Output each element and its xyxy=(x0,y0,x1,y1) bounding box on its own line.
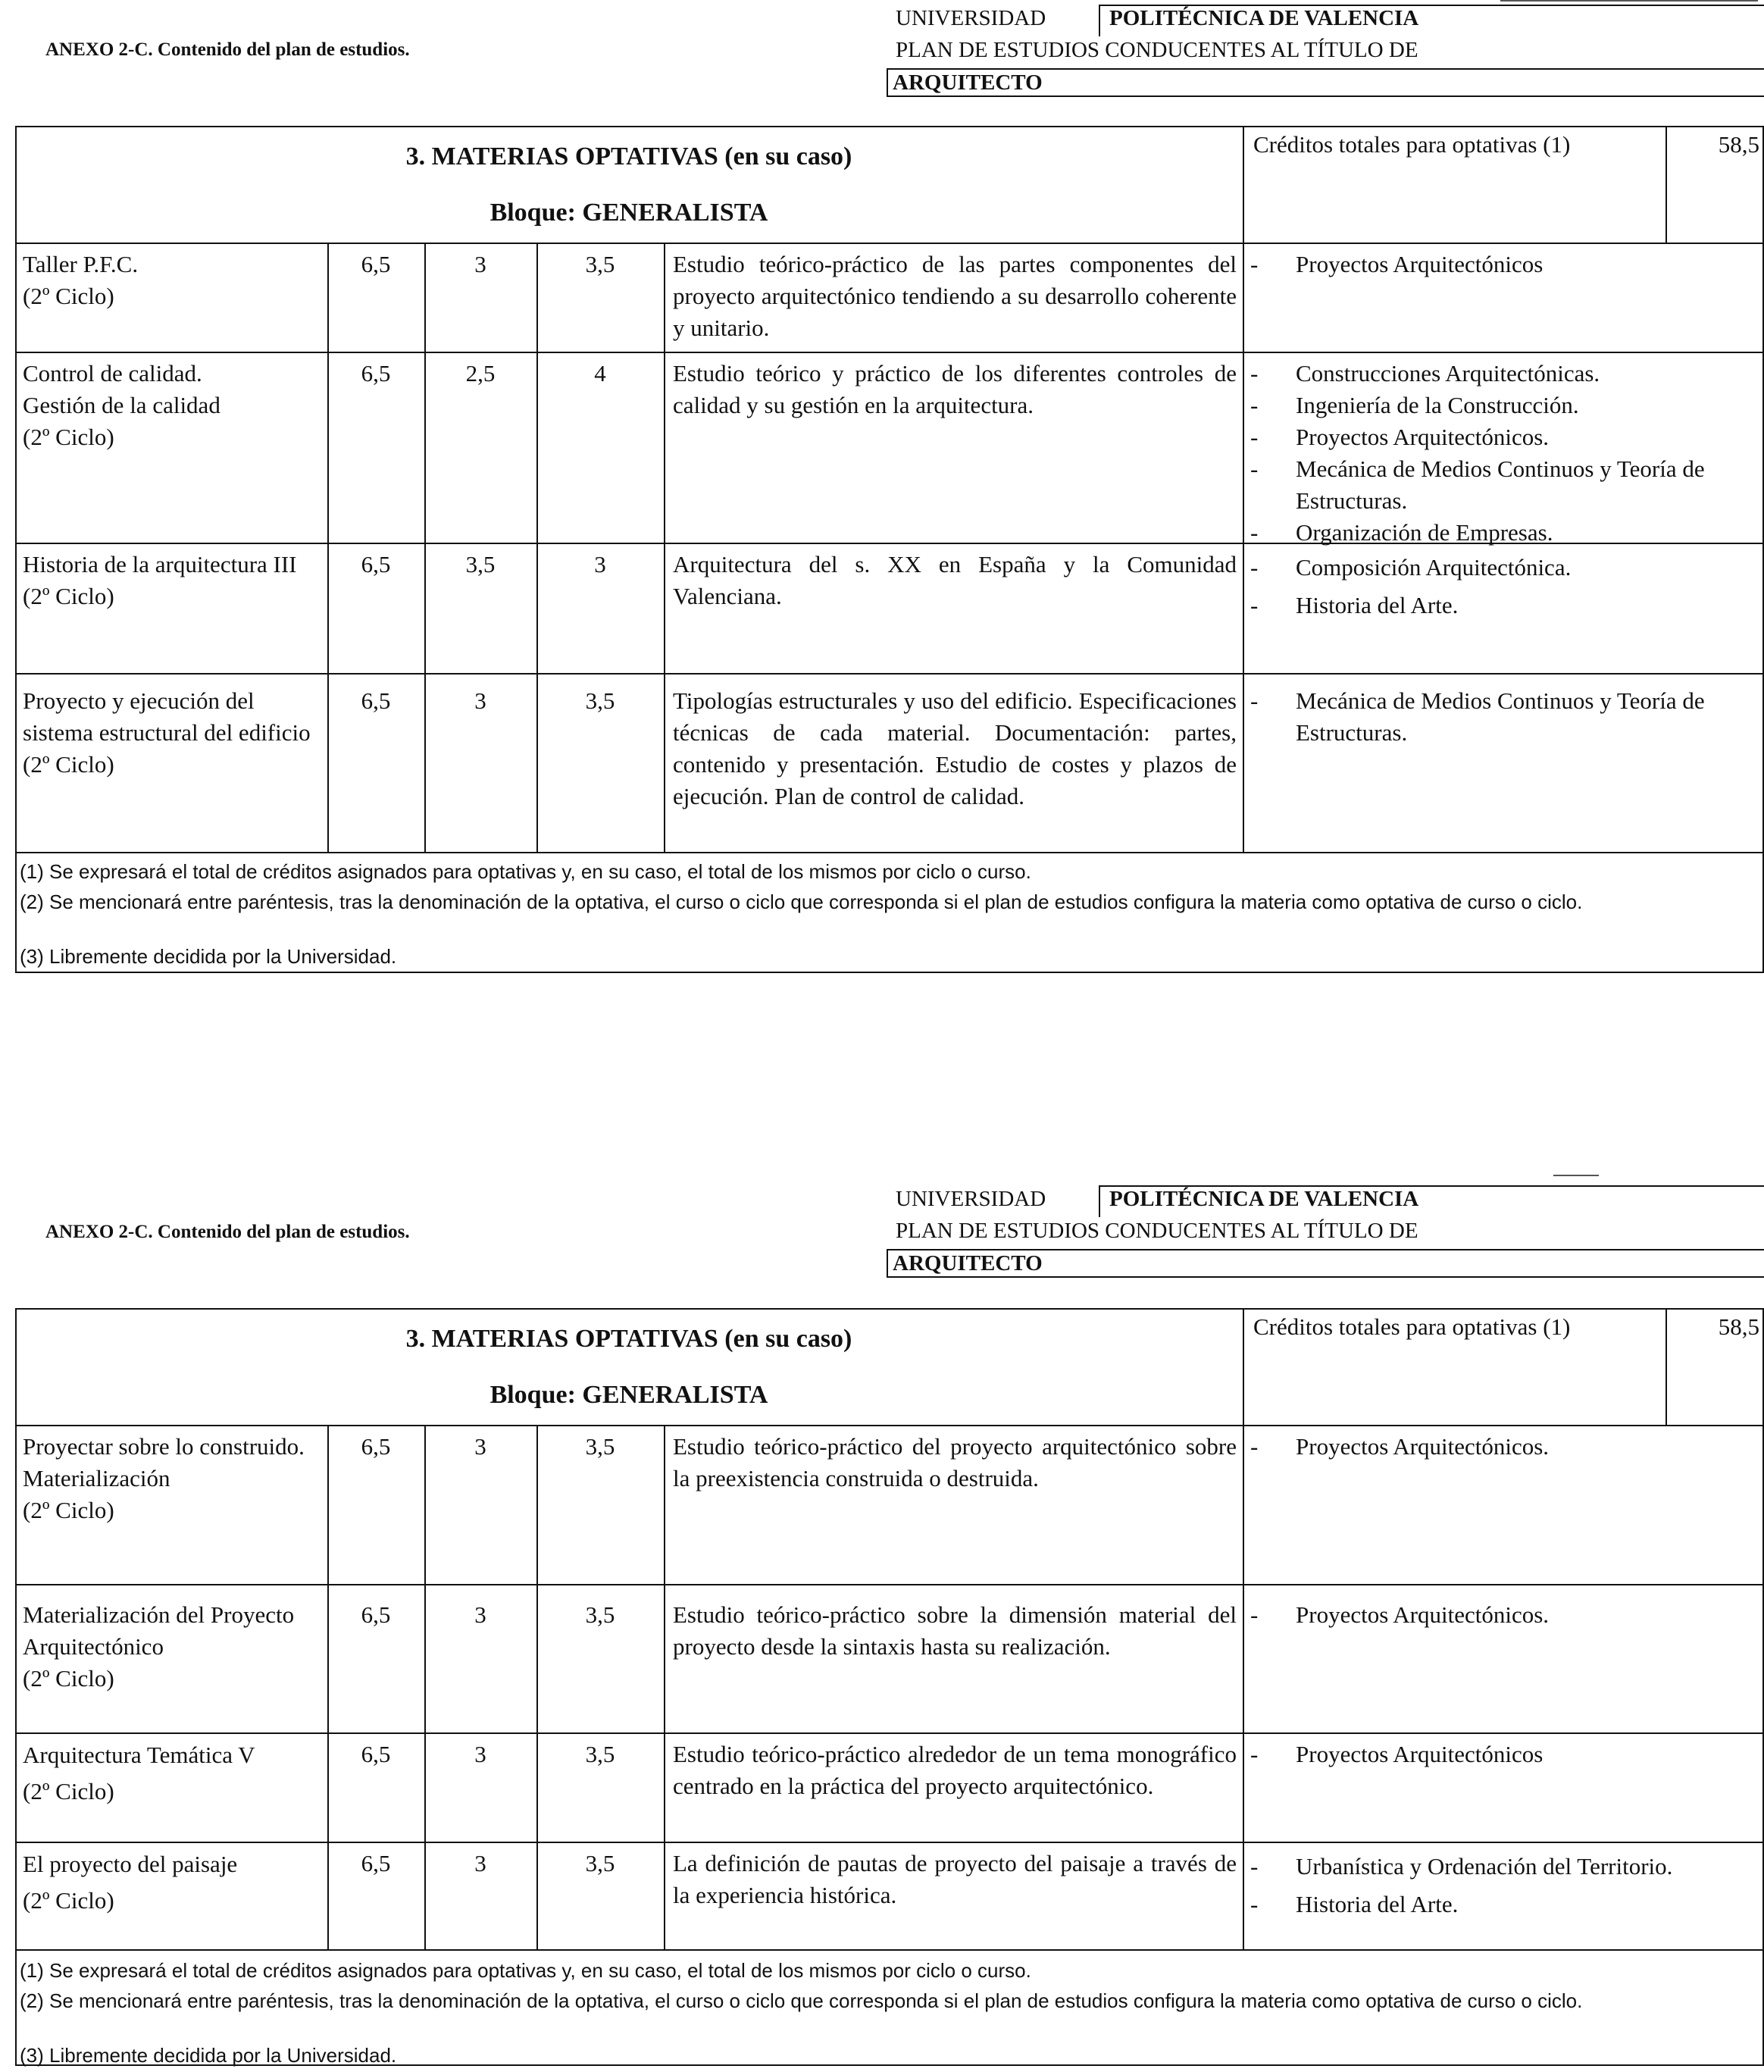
notes-top-line xyxy=(15,852,1764,853)
subject-name: Historia de la arquitectura III (2º Ciclo) xyxy=(23,551,297,609)
area-item: - Composición Arquitectónica. xyxy=(1250,554,1572,581)
subject-name: Taller P.F.C. (2º Ciclo) xyxy=(23,251,139,309)
subject-description: Estudio teórico y práctico de los diferentes controles de calidad y su gestión en la arquitectura. xyxy=(673,360,1237,418)
knowledge-areas xyxy=(1250,1599,1758,1631)
area-item: - Proyectos Arquitectónicos. xyxy=(1250,424,1550,450)
bloque-heading: Bloque: GENERALISTA xyxy=(489,1381,768,1409)
page-2 xyxy=(0,1175,1764,2072)
credits-theory: 3 xyxy=(474,1433,486,1460)
area-item: - Mecánica de Medios Continuos y Teoría de Estructuras. xyxy=(1250,687,1705,746)
credits-practice: 3,5 xyxy=(585,1601,615,1628)
area-item: - Historia del Arte. xyxy=(1250,1891,1459,1917)
credits-theory: 3 xyxy=(474,1850,486,1876)
area-item: - Mecánica de Medios Continuos y Teoría de Estructuras. xyxy=(1250,455,1705,514)
knowledge-areas xyxy=(1250,549,1758,624)
subject-description: Estudio teórico-práctico de las partes componentes del proyecto arquitectónico tendiendo a su desarrollo coherente y unitario. xyxy=(673,251,1237,341)
row-line xyxy=(15,673,1764,674)
col-line xyxy=(536,243,538,852)
annex-title: ANEXO 2-C. Contenido del plan de estudios. xyxy=(45,39,410,60)
credits-total: 6,5 xyxy=(361,551,391,577)
credits-theory: 3,5 xyxy=(465,551,496,577)
col-line xyxy=(664,243,665,852)
page-1 xyxy=(0,0,1764,985)
knowledge-areas xyxy=(1250,1431,1758,1463)
page-edge-mark xyxy=(1500,0,1758,2)
credits-theory: 3 xyxy=(474,1601,486,1628)
knowledge-areas xyxy=(1250,1848,1758,1923)
subject-name: Proyectar sobre lo construido. Materialización (2º Ciclo) xyxy=(23,1433,305,1523)
header-bottom-line xyxy=(15,1425,1764,1426)
credits-theory: 2,5 xyxy=(465,360,496,387)
header-bottom-line xyxy=(15,243,1764,244)
notes-top-line xyxy=(15,1949,1764,1951)
credits-total: 6,5 xyxy=(361,1433,391,1460)
credits-total: 6,5 xyxy=(361,1601,391,1628)
credits-practice: 3,5 xyxy=(585,687,615,714)
materias-heading: 3. MATERIAS OPTATIVAS (en su caso) xyxy=(405,1325,852,1353)
credits-total: 6,5 xyxy=(361,1741,391,1767)
row-line xyxy=(15,1584,1764,1585)
subject-name: El proyecto del paisaje (2º Ciclo) xyxy=(23,1851,238,1914)
plan-label: PLAN DE ESTUDIOS CONDUCENTES AL TÍTULO DE xyxy=(896,1219,1418,1243)
universidad-label: UNIVERSIDAD xyxy=(896,1187,1046,1211)
col-line xyxy=(1243,126,1244,852)
col-line xyxy=(327,243,329,852)
titulo-value: ARQUITECTO xyxy=(887,68,1764,97)
credits-practice: 3,5 xyxy=(585,1741,615,1767)
footnote-3: (3) Libremente decidida por la Universidad. xyxy=(20,2044,397,2067)
creditos-label: Créditos totales para optativas (1) xyxy=(1253,1313,1571,1340)
subject-description: Estudio teórico-práctico sobre la dimensión material del proyecto desde la sintaxis hasta su realización. xyxy=(673,1601,1237,1660)
creditos-value: 58,5 xyxy=(1718,1313,1759,1340)
area-item: - Proyectos Arquitectónicos xyxy=(1250,1741,1544,1767)
subject-name: Materialización del Proyecto Arquitectónico (2º Ciclo) xyxy=(23,1601,295,1692)
col-line xyxy=(1243,1308,1244,1949)
knowledge-areas xyxy=(1250,249,1758,280)
area-item: - Historia del Arte. xyxy=(1250,592,1459,618)
subject-name: Arquitectura Temática V (2º Ciclo) xyxy=(23,1742,255,1804)
footnote-1: (1) Se expresará el total de créditos asignados para optativas y, en su caso, el total de los mismos por ciclo o curso. xyxy=(20,1959,1031,1982)
footnote-3: (3) Libremente decidida por la Universidad. xyxy=(20,945,397,968)
credits-total: 6,5 xyxy=(361,1850,391,1876)
credits-total: 6,5 xyxy=(361,360,391,387)
materias-heading: 3. MATERIAS OPTATIVAS (en su caso) xyxy=(405,142,852,171)
subject-description: Estudio teórico-práctico alrededor de un tema monográfico centrado en la práctica del proyecto arquitectónico. xyxy=(673,1741,1237,1799)
titulo-value: ARQUITECTO xyxy=(887,1249,1764,1278)
area-item: - Proyectos Arquitectónicos xyxy=(1250,251,1544,277)
col-line xyxy=(424,243,426,852)
footnote-1: (1) Se expresará el total de créditos asignados para optativas y, en su caso, el total de los mismos por ciclo o curso. xyxy=(20,860,1031,883)
knowledge-areas xyxy=(1250,685,1758,749)
credits-theory: 3 xyxy=(474,251,486,277)
credits-practice: 3,5 xyxy=(585,1433,615,1460)
page-edge-mark xyxy=(1553,1175,1599,1176)
credits-theory: 3 xyxy=(474,687,486,714)
universidad-value: POLITÉCNICA DE VALENCIA xyxy=(1099,5,1764,36)
bloque-heading: Bloque: GENERALISTA xyxy=(489,199,768,227)
area-item: - Proyectos Arquitectónicos. xyxy=(1250,1601,1550,1628)
creditos-label: Créditos totales para optativas (1) xyxy=(1253,131,1571,158)
credits-practice: 4 xyxy=(594,360,606,387)
area-item: - Proyectos Arquitectónicos. xyxy=(1250,1433,1550,1460)
universidad-label: UNIVERSIDAD xyxy=(896,6,1046,30)
credits-practice: 3,5 xyxy=(585,1850,615,1876)
creditos-value: 58,5 xyxy=(1718,131,1759,158)
subject-name: Control de calidad. Gestión de la calidad (2º Ciclo) xyxy=(23,360,220,450)
subject-description: Tipologías estructurales y uso del edificio. Especificaciones técnicas de cada material. Documentación: partes, contenido y presentación. Estudio de costes y plazos de ejecución. Plan de control de calidad. xyxy=(673,687,1237,809)
credits-theory: 3 xyxy=(474,1741,486,1767)
subject-name: Proyecto y ejecución del sistema estructural del edificio (2º Ciclo) xyxy=(23,687,311,778)
area-item: - Organización de Empresas. xyxy=(1250,519,1553,546)
col-line xyxy=(664,1425,665,1949)
subject-description: La definición de pautas de proyecto del paisaje a través de la experiencia histórica. xyxy=(673,1850,1237,1908)
knowledge-areas xyxy=(1250,1739,1758,1770)
credits-practice: 3,5 xyxy=(585,251,615,277)
credits-total: 6,5 xyxy=(361,687,391,714)
subject-description: Estudio teórico-práctico del proyecto arquitectónico sobre la preexistencia construida o destruida. xyxy=(673,1433,1237,1491)
plan-label: PLAN DE ESTUDIOS CONDUCENTES AL TÍTULO DE xyxy=(896,38,1418,62)
area-item: - Ingeniería de la Construcción. xyxy=(1250,392,1579,418)
row-line xyxy=(15,1732,1764,1734)
row-line xyxy=(15,352,1764,353)
credits-total: 6,5 xyxy=(361,251,391,277)
credits-practice: 3 xyxy=(594,551,606,577)
footnote-2: (2) Se mencionará entre paréntesis, tras la denominación de la optativa, el curso o ciclo que corresponda si el plan de estudios configura la materia como optativa de curso o ciclo. xyxy=(20,1989,1583,2012)
annex-title: ANEXO 2-C. Contenido del plan de estudios. xyxy=(45,1222,410,1242)
area-item: - Construcciones Arquitectónicas. xyxy=(1250,360,1600,387)
subject-description: Arquitectura del s. XX en España y la Comunidad Valenciana. xyxy=(673,551,1237,609)
knowledge-areas xyxy=(1250,358,1758,549)
footnote-2: (2) Se mencionará entre paréntesis, tras la denominación de la optativa, el curso o ciclo que corresponda si el plan de estudios configura la materia como optativa de curso o ciclo. xyxy=(20,890,1583,913)
universidad-value: POLITÉCNICA DE VALENCIA xyxy=(1099,1185,1764,1217)
row-line xyxy=(15,1842,1764,1843)
area-item: - Urbanística y Ordenación del Territorio. xyxy=(1250,1853,1673,1880)
